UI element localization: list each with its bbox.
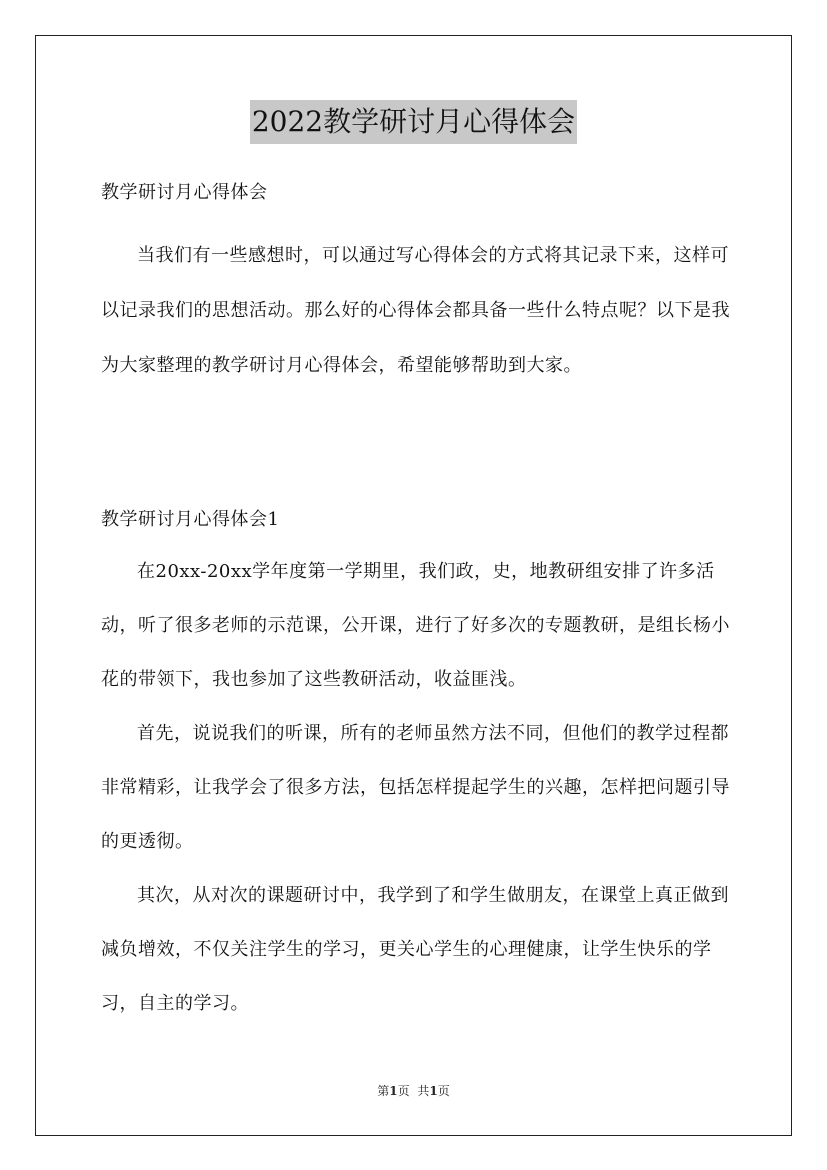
document-title: 2022教学研讨月心得体会 xyxy=(250,100,577,144)
page-label-prefix: 第 xyxy=(377,1084,390,1098)
total-label-prefix: 共 xyxy=(417,1084,430,1098)
intro-section xyxy=(101,228,741,393)
total-pages: 1 xyxy=(429,1084,438,1098)
section-body xyxy=(101,545,741,1031)
total-label-suffix: 页 xyxy=(437,1084,450,1098)
section-paragraph: 其次，从对次的课题研讨中，我学到了和学生做朋友，在课堂上真正做到减负增效，不仅关注学生的学习，更关心学生的心理健康，让学生快乐的学习，自主的学习。 xyxy=(101,885,729,1014)
title-container xyxy=(0,100,827,144)
intro-paragraph: 当我们有一些感想时，可以通过写心得体会的方式将其记录下来，这样可以记录我们的思想活动。那么好的心得体会都具备一些什么特点呢？以下是我为大家整理的教学研讨月心得体会，希望能够帮助到大家。 xyxy=(101,245,730,376)
section-paragraph: 首先，说说我们的听课，所有的老师虽然方法不同，但他们的教学过程都非常精彩，让我学会了很多方法，包括怎样提起学生的兴趣，怎样把问题引导的更透彻。 xyxy=(101,723,730,852)
page-footer xyxy=(0,1082,827,1100)
section-paragraph: 在20xx-20xx学年度第一学期里，我们政，史，地教研组安排了许多活动，听了很多老师的示范课，公开课，进行了好多次的专题教研，是组长杨小花的带领下，我也参加了这些教研活动，收益匪浅。 xyxy=(101,561,730,690)
page-label-suffix: 页 xyxy=(397,1084,410,1098)
page-number: 1 xyxy=(389,1084,398,1098)
section-heading: 教学研讨月心得体会1 xyxy=(101,509,280,530)
document-heading: 教学研讨月心得体会 xyxy=(101,182,268,203)
